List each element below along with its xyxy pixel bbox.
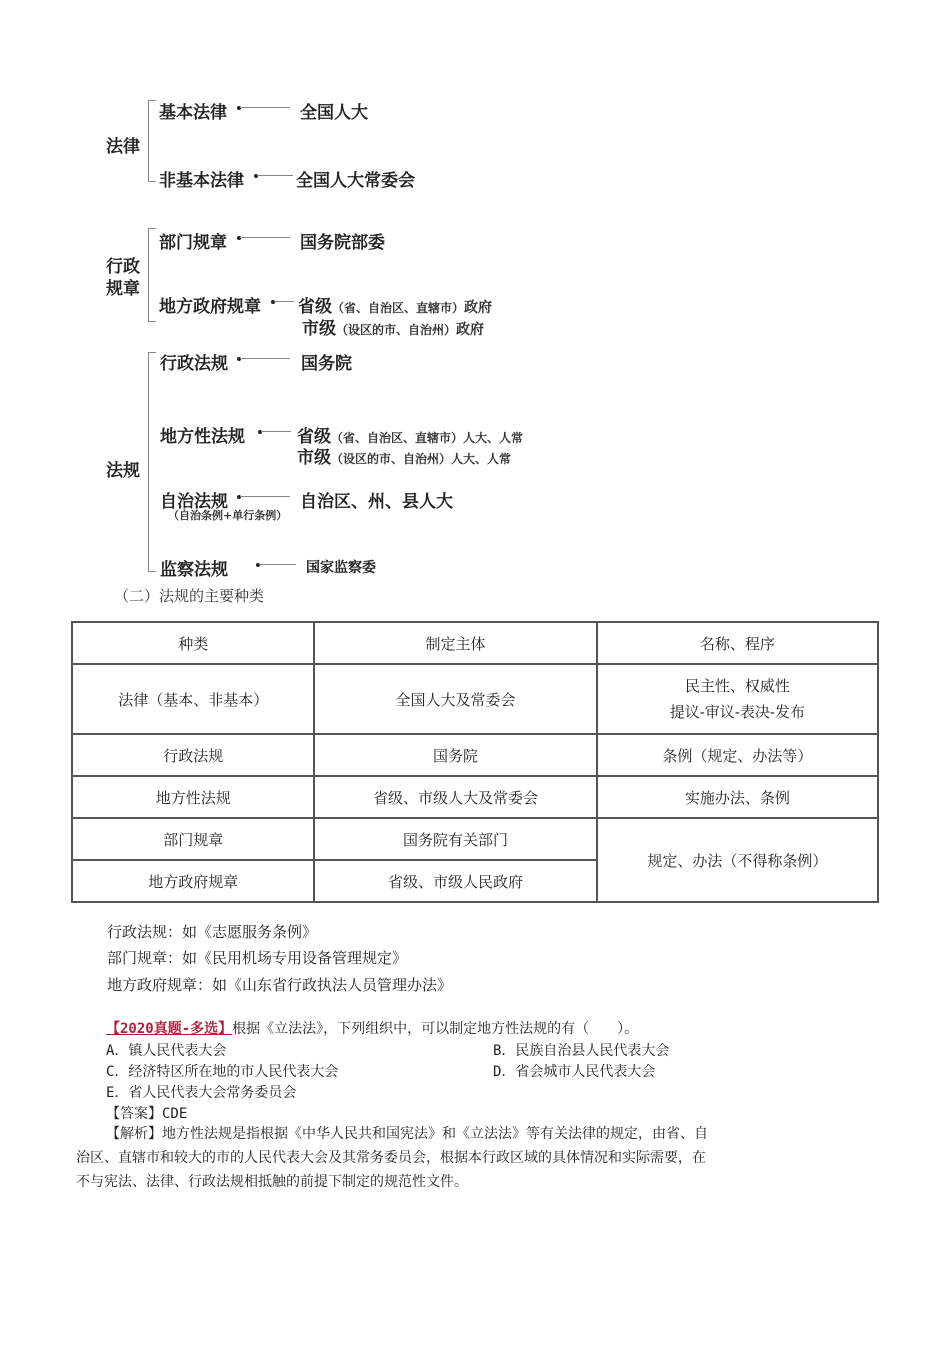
question-stem: 根据《立法法》，下列组织中，可以制定地方性法规的有（ ）。 <box>232 1021 639 1037</box>
arrow-line <box>261 431 291 432</box>
bracket-tick <box>148 571 156 572</box>
option-c: C．经济特区所在地的市人民代表大会 <box>106 1064 339 1080</box>
table-cell: 部门规章 <box>72 818 314 860</box>
option-b: B．民族自治县人民代表大会 <box>493 1043 670 1059</box>
table-row <box>72 776 878 818</box>
level-tail: 政府 <box>456 322 485 338</box>
arrow-line <box>257 175 293 176</box>
option-d: D．省会城市人民代表大会 <box>493 1064 656 1080</box>
table-cell: 条例（规定、办法等） <box>597 734 878 776</box>
question-stem-line <box>106 1018 638 1038</box>
bracket-line <box>148 100 149 182</box>
arrow-line <box>240 237 290 238</box>
analysis-line <box>106 1122 876 1146</box>
table-row <box>72 734 878 776</box>
table-row <box>72 664 878 734</box>
analysis-line: 不与宪法、法律、行政法规相抵触的前提下制定的规范性文件。 <box>76 1174 468 1190</box>
bracket-line <box>148 228 149 322</box>
issuer-npcsc: 全国人大常委会 <box>296 171 415 191</box>
item-local-gov-rules: 地方政府规章 <box>159 297 261 317</box>
analysis-text: 地方性法规是指根据《中华人民共和国宪法》和《立法法》等有关法律的规定，由省、自 <box>162 1126 708 1142</box>
level-tail: 政府 <box>464 300 493 316</box>
option-e: E．省人民代表大会常务委员会 <box>106 1085 297 1101</box>
table-cell: 全国人大及常委会 <box>314 664 596 734</box>
bracket-tick <box>148 352 156 353</box>
table-cell: 国务院 <box>314 734 596 776</box>
issuer-supervisory-commission: 国家监察委 <box>306 560 376 576</box>
item-admin-regulations: 行政法规 <box>160 354 228 374</box>
table-cell: 实施办法、条例 <box>597 776 878 818</box>
answer-value: CDE <box>162 1106 188 1122</box>
arrow-line <box>240 358 290 359</box>
section-title: （二）法规的主要种类 <box>114 587 265 605</box>
group-label-regulations: 法规 <box>106 461 140 481</box>
answer-line <box>106 1103 187 1123</box>
example-line: 地方政府规章：如《山东省行政执法人员管理办法》 <box>107 976 453 994</box>
example-line: 部门规章：如《民用机场专用设备管理规定》 <box>107 949 408 967</box>
level-note: （省、自治区、直辖市）人大、人常 <box>331 431 524 445</box>
table-cell: 法律（基本、非基本） <box>72 664 314 734</box>
analysis-line: 治区、直辖市和较大的市的人民代表大会及其常务委员会，根据本行政区域的具体情况和实际需要，在 <box>76 1150 706 1166</box>
issuer-city-congress <box>297 443 511 468</box>
group-label-law: 法律 <box>106 137 140 157</box>
question-tag: 【2020真题-多选】 <box>106 1021 233 1037</box>
arrow-line <box>240 107 290 108</box>
level-note: （省、自治区、直辖市） <box>332 301 465 315</box>
level-city: 市级 <box>297 448 331 468</box>
item-basic-law: 基本法律 <box>159 103 227 123</box>
table-header: 名称、程序 <box>597 622 878 664</box>
table-cell: 省级、市级人大及常委会 <box>314 776 596 818</box>
table-cell: 地方性法规 <box>72 776 314 818</box>
group-label-admin-rules-2: 规章 <box>106 279 140 299</box>
issuer-ministries: 国务院部委 <box>300 233 385 253</box>
arrow-line <box>274 301 294 302</box>
table-cell: 行政法规 <box>72 734 314 776</box>
item-nonbasic-law: 非基本法律 <box>159 171 244 191</box>
issuer-state-council: 国务院 <box>301 354 352 374</box>
table-cell: 国务院有关部门 <box>314 818 596 860</box>
types-table <box>71 621 879 903</box>
table-cell: 地方政府规章 <box>72 860 314 902</box>
bracket-tick <box>148 321 156 322</box>
arrow-line <box>259 564 296 565</box>
autonomous-sub-note: （自治条例+单行条例） <box>168 509 288 522</box>
bracket-tick <box>148 100 156 101</box>
level-note: （设区的市、自治州） <box>336 323 457 337</box>
table-cell-merged: 规定、办法（不得称条例） <box>597 818 878 902</box>
table-header: 制定主体 <box>314 622 596 664</box>
cell-line: 民主性、权威性 <box>684 677 790 695</box>
table-row <box>72 818 878 860</box>
bracket-tick <box>148 228 156 229</box>
item-supervisory-regulations: 监察法规 <box>160 560 228 580</box>
group-label-admin-rules-1: 行政 <box>106 257 140 277</box>
cell-line: 提议-审议-表决-发布 <box>669 703 805 721</box>
table-header: 种类 <box>72 622 314 664</box>
table-header-row <box>72 622 878 664</box>
table-cell <box>597 664 878 734</box>
option-a: A．镇人民代表大会 <box>106 1043 227 1059</box>
item-local-regulations: 地方性法规 <box>160 427 245 447</box>
analysis-paragraph <box>76 1122 876 1194</box>
issuer-city-gov <box>302 314 484 339</box>
bracket-tick <box>148 181 156 182</box>
item-autonomous-regulations: 自治法规 <box>160 492 228 512</box>
table-cell: 省级、市级人民政府 <box>314 860 596 902</box>
arrow-line <box>240 496 290 497</box>
level-provincial: 省级 <box>298 297 332 317</box>
answer-label: 【答案】 <box>106 1106 162 1122</box>
item-department-rules: 部门规章 <box>159 233 227 253</box>
analysis-label: 【解析】 <box>106 1126 162 1142</box>
issuer-npc: 全国人大 <box>300 103 368 123</box>
level-provincial: 省级 <box>297 427 331 447</box>
level-note: （设区的市、自治州）人大、人常 <box>331 452 512 466</box>
bracket-line <box>148 352 149 572</box>
example-line: 行政法规：如《志愿服务条例》 <box>107 923 318 941</box>
issuer-autonomous-congress: 自治区、州、县人大 <box>300 492 453 512</box>
level-city: 市级 <box>302 319 336 339</box>
